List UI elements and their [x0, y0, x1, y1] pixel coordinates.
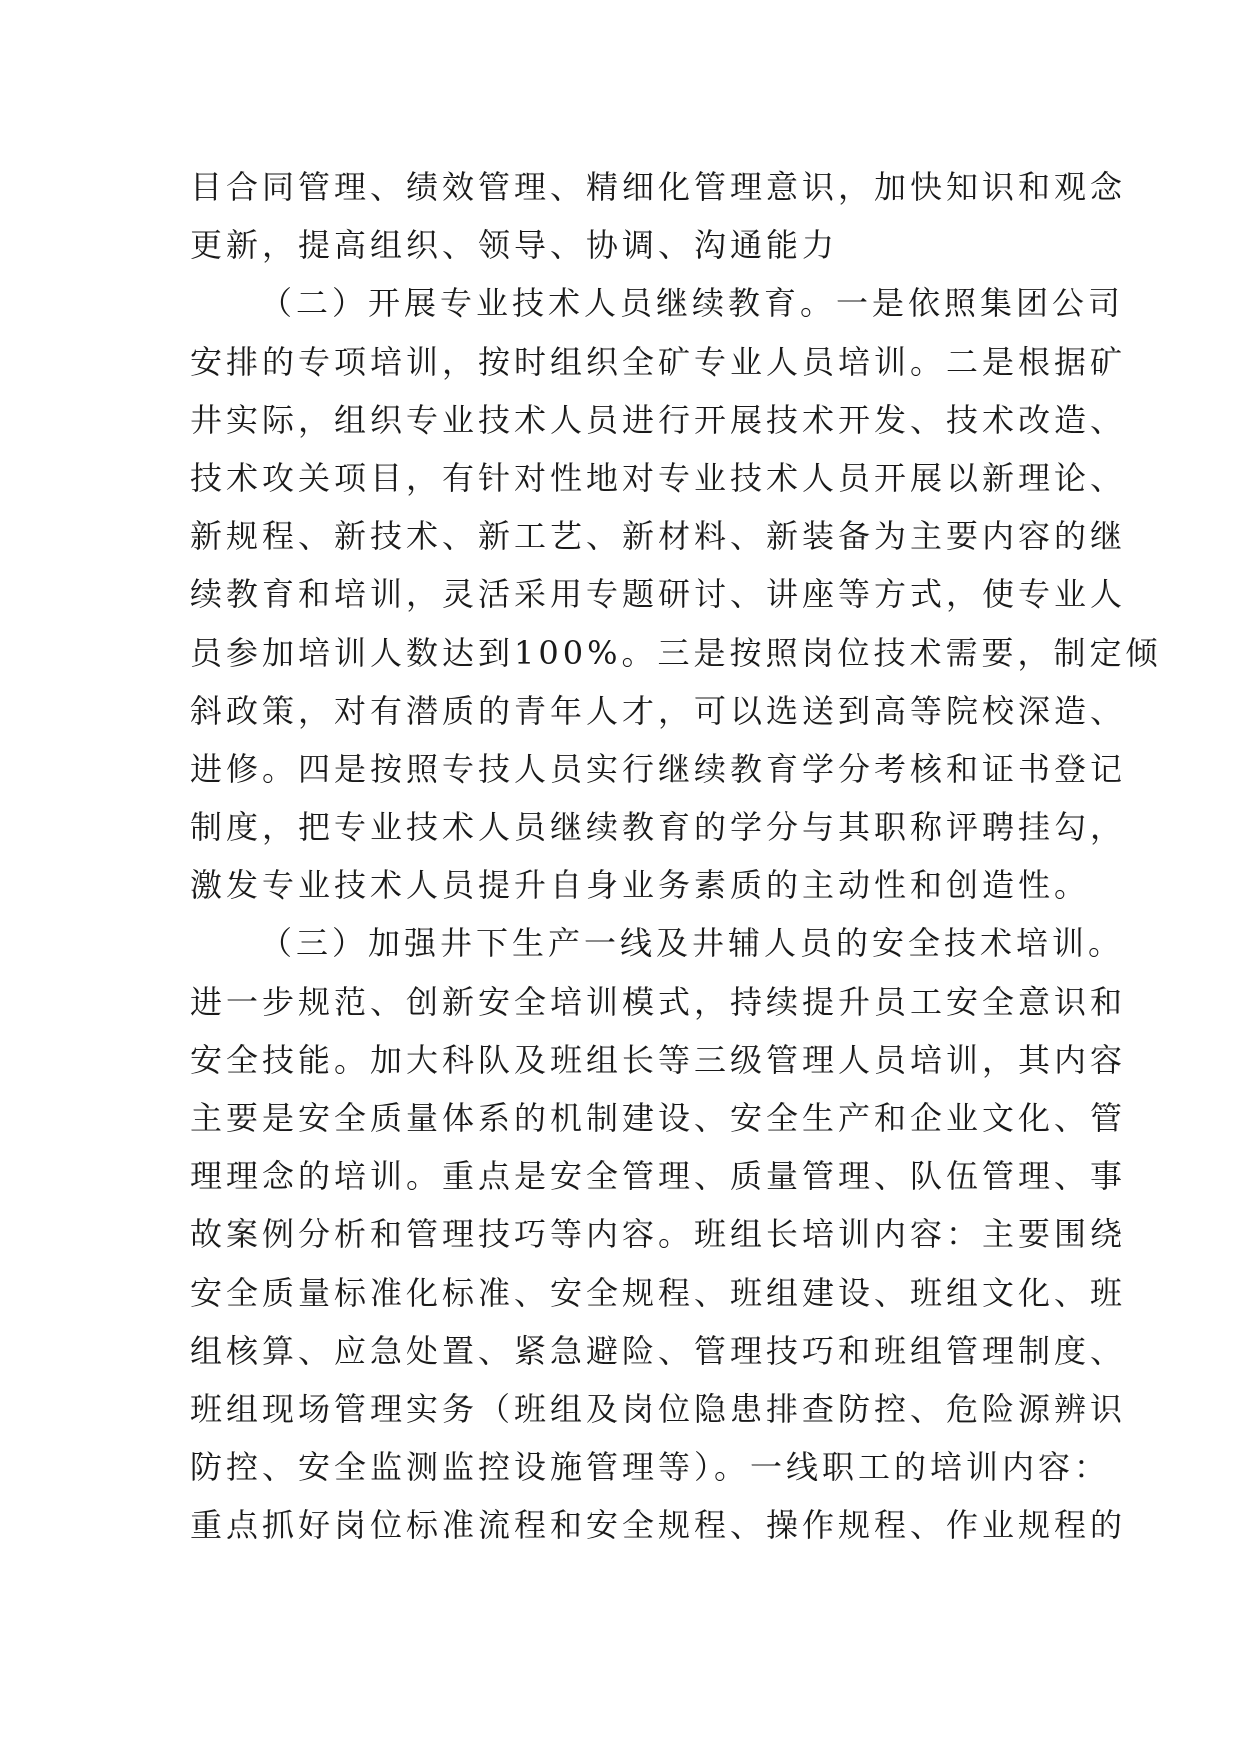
- text-line: 更新，提高组织、领导、协调、沟通能力: [190, 226, 839, 265]
- text-line: 斜政策，对有潜质的青年人才，可以选送到高等院校深造、: [190, 691, 1127, 730]
- text-line: 防控、安全监测监控设施管理等）。一线职工的培训内容：: [190, 1448, 1111, 1487]
- text-line: 故案例分析和管理技巧等内容。班组长培训内容：主要围绕: [190, 1215, 1127, 1254]
- text-line: 进修。四是按照专技人员实行继续教育学分考核和证书登记: [190, 749, 1127, 788]
- text-line: 制度，把专业技术人员继续教育的学分与其职称评聘挂勾，: [190, 808, 1127, 847]
- text-line: 井实际，组织专业技术人员进行开展技术开发、技术改造、: [190, 400, 1127, 439]
- text-line: 理理念的培训。重点是安全管理、质量管理、队伍管理、事: [190, 1157, 1127, 1196]
- text-line: 安排的专项培训，按时组织全矿专业人员培训。二是根据矿: [190, 342, 1127, 381]
- section-heading-line: （三）加强井下生产一线及井辅人员的安全技术培训。: [260, 924, 1125, 963]
- text-line: 主要是安全质量体系的机制建设、安全生产和企业文化、管: [190, 1099, 1127, 1137]
- text-line: 班组现场管理实务（班组及岗位隐患排查防控、危险源辨识: [190, 1389, 1127, 1428]
- text-line: 安全技能。加大科队及班组长等三级管理人员培训，其内容: [190, 1040, 1127, 1079]
- text-line: 续教育和培训，灵活采用专题研讨、讲座等方式，使专业人: [190, 575, 1127, 614]
- body-text: [190, 158, 1162, 1555]
- text-line: 技术攻关项目，有针对性地对专业技术人员开展以新理论、: [190, 458, 1127, 497]
- text-line: 新规程、新技术、新工艺、新材料、新装备为主要内容的继: [190, 517, 1127, 556]
- text-line: 进一步规范、创新安全培训模式，持续提升员工安全意识和: [190, 982, 1127, 1021]
- text-line: 组核算、应急处置、紧急避险、管理技巧和班组管理制度、: [190, 1331, 1127, 1370]
- text-line: 激发专业技术人员提升自身业务素质的主动性和创造性。: [190, 866, 1091, 905]
- text-line: 安全质量标准化标准、安全规程、班组建设、班组文化、班: [190, 1273, 1127, 1312]
- text-line: 重点抓好岗位标准流程和安全规程、操作规程、作业规程的: [190, 1506, 1127, 1545]
- text-line: 目合同管理、绩效管理、精细化管理意识，加快知识和观念: [190, 168, 1127, 206]
- text-line: 员参加培训人数达到100%。三是按照岗位技术需要，制定倾: [190, 633, 1162, 672]
- section-heading-line: （二）开展专业技术人员继续教育。一是依照集团公司: [260, 284, 1125, 323]
